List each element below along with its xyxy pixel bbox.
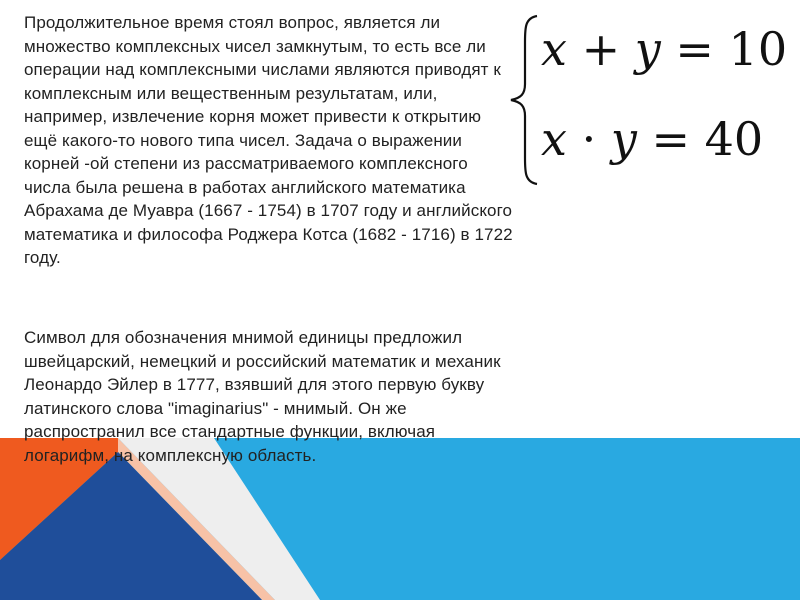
paragraph-history: Продолжительное время стоял вопрос, является ли множество комплексных чисел замкнутым, то есть все ли операции над комплексными числами являются приводят к комплексным или вещественным результатам, или, например, извлечение корня может привести к открытию ещё какого-то нового типа чисел. Задача о выражении корней -ой степени из рассматриваемого комплексного числа была решена в работах английского математика Абрахама де Муавра (1667 - 1754) в 1707 году и английского математика и философа Роджера Котса (1682 - 1716) в 1722 году. xyxy=(24,13,513,267)
left-brace-icon xyxy=(505,12,545,187)
equation-line-product: x · y = 40 xyxy=(541,112,764,166)
equation-system xyxy=(505,12,795,187)
paragraph-euler: Символ для обозначения мнимой единицы предложил швейцарский, немецкий и российский математик и механик Леонардо Эйлер в 1777, взявший для этого первую букву латинского слова "imaginarius" - мнимый. Он же распространил все стандартные функции, включая логарифм, на комплексную область. xyxy=(24,328,501,465)
equation-line-sum: x + y = 10 xyxy=(541,22,788,76)
